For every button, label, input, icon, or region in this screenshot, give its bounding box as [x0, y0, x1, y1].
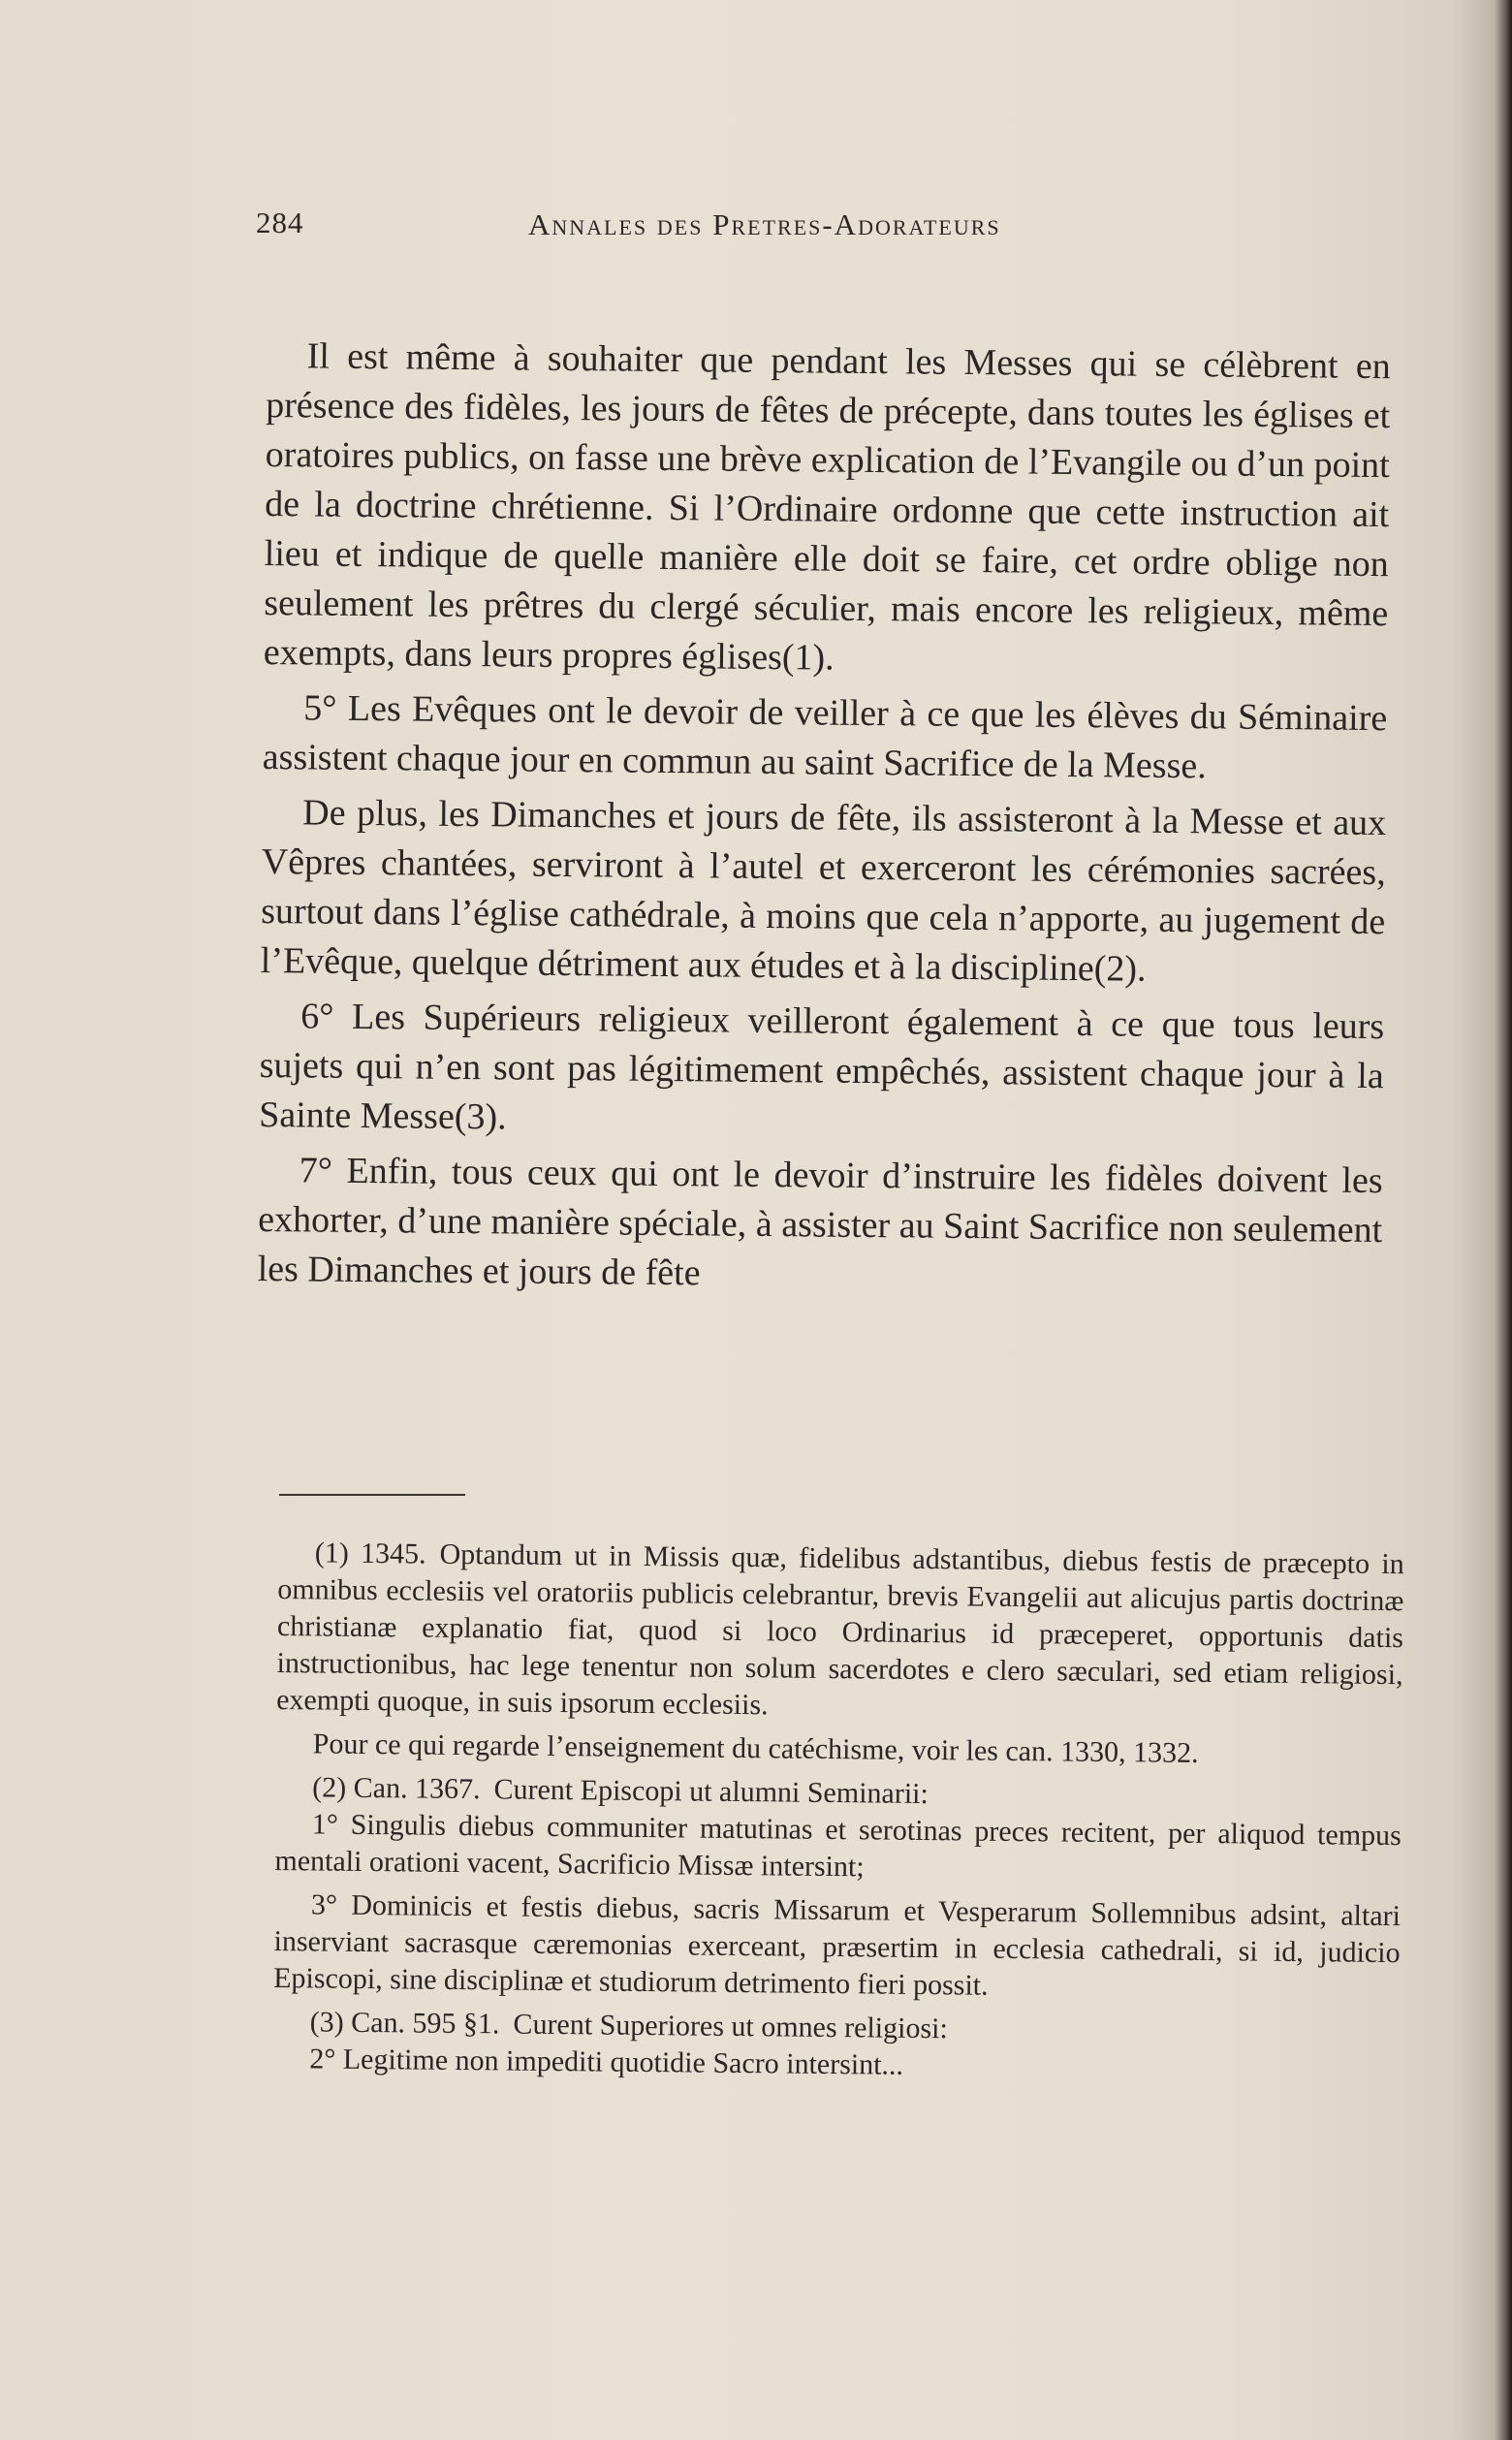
- page-number: 284: [256, 206, 304, 239]
- footnote-2-item-1: 1° Singulis diebus communiter matutinas et serotinas preces recitent, per aliquod tempus mentali orationi vacent, Sacrificio Missæ intersint;: [274, 1808, 1402, 1884]
- footnote-2-marker: (2) Can. 1367.: [312, 1771, 481, 1806]
- footnote-1: [276, 1535, 1404, 1730]
- binding-shadow: [1495, 0, 1512, 2440]
- footnote-1-text: Optandum ut in Missis quæ, fidelibus adstantibus, diebus festis de præcepto in omnibus ecclesiis vel oratoriis publicis celebrantur, brevis Evangelii aut alicujus partis doctrinæ christianæ explanatio fiat, quod si loco Ordinarius id præceperet, opportunis datis instructionibus, hac lege tenentur non solum sacerdotes e clero sæculari, sed etiam religiosi, exempti quoque, in suis ipsorum ecclesiis.: [276, 1537, 1404, 1722]
- main-text: [257, 332, 1391, 1311]
- footnote-1-marker: (1) 1345.: [314, 1537, 426, 1570]
- footnote-2-text: Curent Episcopi ut alumni Seminarii:: [493, 1773, 929, 1811]
- footnote-2-item-3: 3° Dominicis et festis diebus, sacris Missarum et Vesperarum Sollemnibus adsint, altari inserviant sacrasque cæremonias exerceant, præsertim in ecclesia cathedrali, si id, judicio Episcopi, sine disciplinæ et studiorum detrimento fieri possit.: [273, 1888, 1402, 2002]
- paragraph-religious-superiors: 6° Les Supérieurs religieux veilleront également à ce que tous leurs sujets qui n’en sont pas légitimement empêchés, assistent chaque jour à la Sainte Messe(3).: [259, 996, 1385, 1138]
- footnotes: [272, 1535, 1404, 2096]
- footnote-3-item-2: 2° Legitime non impediti quotidie Sacro intersint...: [309, 2043, 904, 2081]
- footnote-3-marker: (3) Can. 595 §1.: [309, 2006, 500, 2041]
- paragraph-instructors: 7° Enfin, tous ceux qui ont le devoir d’instruire les fidèles doivent les exhorter, d’une manière spéciale, à assister au Saint Sacrifice non seulement les Dimanches et jours de fête: [257, 1150, 1383, 1294]
- paragraph-seminary: 5° Les Evêques ont le devoir de veiller à ce que les élèves du Séminaire assistent chaque jour en commun au saint Sacrifice de la Messe.: [262, 687, 1388, 787]
- footnote-3-text: Curent Superiores ut omnes religiosi:: [513, 2008, 948, 2045]
- running-title: Annales des Pretres-Adorateurs: [528, 207, 1001, 241]
- paragraph-sundays: De plus, les Dimanches et jours de fête, ils assisteront à la Messe et aux Vêpres chantées, serviront à l’autel et exerceront les cérémonies sacrées, surtout dans l’église cathédrale, à moins que cela n’apporte, au jugement de l’Evêque, quelque détriment aux études et à la discipline(2).: [260, 792, 1387, 990]
- footnote-1-extra: Pour ce qui regarde l’enseignement du catéchisme, voir les can. 1330, 1332.: [312, 1727, 1199, 1769]
- paragraph-homily: Il est même à souhaiter que pendant les Messes qui se célèbrent en présence des fidèles, les jours de fêtes de précepte, dans toutes les églises et oratoires publics, on fasse une brève explication de l’Evangile ou d’un point de la doctrine chrétienne. Si l’Ordinaire ordonne que cette instruction ait lieu et indique de quelle manière elle doit se faire, cet ordre oblige non seulement les prêtres du clergé séculier, mais encore les religieux, même exempts, dans leurs propres églises(1).: [263, 335, 1391, 679]
- footnote-rule: [279, 1494, 465, 1496]
